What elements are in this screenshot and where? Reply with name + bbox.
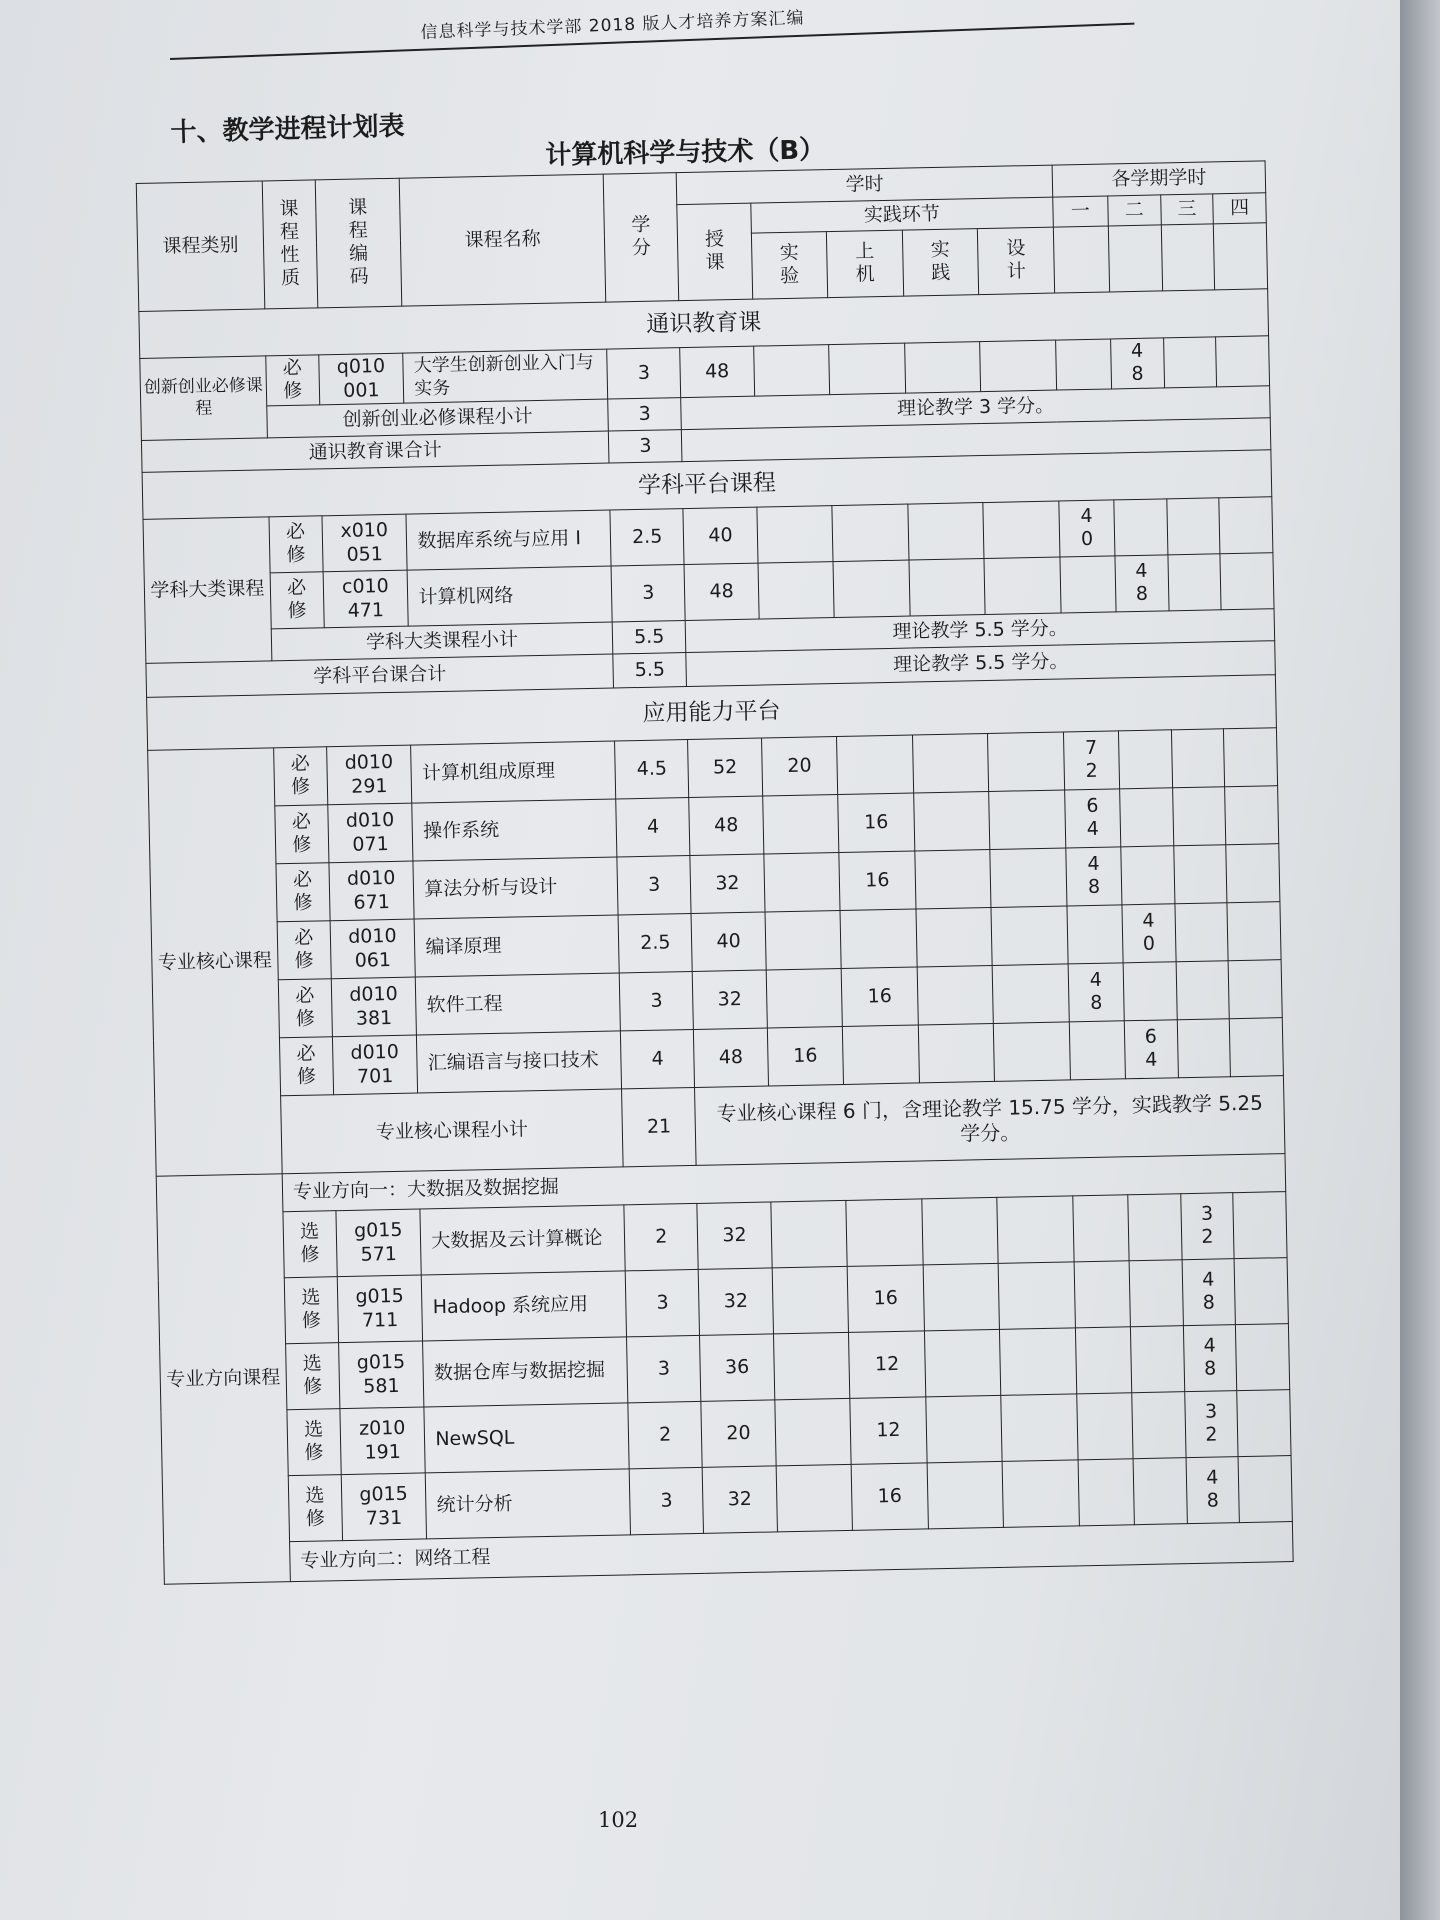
code-cell: g015 731 <box>341 1473 427 1541</box>
course-name: 数据库系统与应用 I <box>406 510 611 570</box>
lecture-cell: 32 <box>693 970 767 1029</box>
section-title-application: 应用能力平台 <box>147 675 1277 751</box>
code-cell: z010 191 <box>339 1407 425 1475</box>
subtotal-note: 理论教学 5.5 学分。 <box>686 609 1275 653</box>
credit-cell: 3 <box>607 348 681 399</box>
header-practice: 实践环节 <box>750 197 1053 233</box>
plan-sheet <box>135 122 1304 1585</box>
sem1-cell: 40 <box>1059 500 1115 557</box>
header-practical: 实践 <box>902 229 979 297</box>
subtotal-credit: 3 <box>608 398 682 431</box>
computer-cell: 16 <box>851 1463 928 1531</box>
experiment-cell <box>762 795 839 855</box>
group-label: 专业核心课程 <box>148 748 282 1176</box>
total-label: 通识教育课合计 <box>141 431 609 472</box>
code-cell: g015 571 <box>336 1209 422 1277</box>
table-title: 计算机科学与技术（B） <box>545 135 826 171</box>
header-sem1: 一 <box>1053 196 1109 227</box>
course-name: 操作系统 <box>412 799 617 861</box>
subtotal-credit: 5.5 <box>612 621 686 654</box>
group-label: 专业方向课程 <box>156 1174 290 1584</box>
header-computer: 上机 <box>827 230 904 298</box>
header-experiment: 实验 <box>751 232 828 300</box>
sem2-cell: 40 <box>1122 904 1176 963</box>
sem3-cell: 48 <box>1186 1457 1240 1524</box>
running-head: 信息科学与技术学部 2018 版人才培养方案汇编 <box>420 8 805 43</box>
subtotal-note: 专业核心课程 6 门，含理论教学 15.75 学分，实践教学 5.25 学分。 <box>695 1076 1285 1166</box>
header-code: 课程编码 <box>315 178 402 308</box>
lecture-cell: 48 <box>694 1028 768 1087</box>
sem3-cell: 32 <box>1184 1391 1238 1458</box>
credit-cell: 3 <box>611 565 685 622</box>
header-semester-hours: 各学期学时 <box>1052 161 1266 197</box>
code-cell: d010 061 <box>330 919 416 979</box>
experiment-cell: 16 <box>767 1026 844 1086</box>
header-nature: 课程性质 <box>262 180 317 309</box>
code-cell: d010 291 <box>326 745 412 805</box>
subtotal-note: 理论教学 3 学分。 <box>681 386 1270 430</box>
sem3-cell: 48 <box>1183 1325 1237 1392</box>
nature-cell: 必修 <box>266 355 320 406</box>
credit-cell: 4 <box>616 798 690 857</box>
lecture-cell: 36 <box>700 1334 775 1401</box>
total-credit: 5.5 <box>613 653 687 688</box>
sem2-cell <box>1123 962 1177 1021</box>
subtotal-label: 创新创业必修课程小计 <box>267 399 609 438</box>
subtotal-label: 专业核心课程小计 <box>281 1089 624 1174</box>
course-name: 数据仓库与数据挖掘 <box>423 1337 628 1407</box>
course-name: Hadoop 系统应用 <box>422 1271 627 1341</box>
sem1-cell: 48 <box>1066 847 1122 906</box>
header-name: 课程名称 <box>400 174 606 306</box>
computer-cell: 12 <box>850 1397 927 1465</box>
sem1-cell: 48 <box>1068 963 1124 1022</box>
teaching-plan-table <box>136 160 1294 1584</box>
course-name: 计算机网络 <box>407 566 612 626</box>
sem1-cell <box>1067 905 1123 964</box>
lecture-cell: 40 <box>683 507 757 564</box>
sem2-cell: 64 <box>1124 1020 1178 1079</box>
credit-cell: 3 <box>619 971 693 1030</box>
code-cell: d010 381 <box>331 977 417 1037</box>
table-row: 选修 g015 581 数据仓库与数据挖掘 3 36 12 48 <box>160 1324 1290 1413</box>
section-title-discipline: 学科平台课程 <box>142 450 1272 520</box>
credit-cell: 3 <box>627 1335 702 1402</box>
header-category: 课程类别 <box>136 181 264 312</box>
code-cell: g015 581 <box>338 1341 424 1409</box>
sem1-cell <box>1069 1021 1125 1080</box>
header-credit: 学分 <box>603 173 679 302</box>
header-sem4: 四 <box>1213 193 1266 224</box>
credit-cell: 3 <box>617 855 691 914</box>
computer-cell: 16 <box>847 1265 924 1333</box>
course-name: 大数据及云计算概论 <box>420 1205 625 1275</box>
table-row: 必修 d010 701 汇编语言与接口技术 4 48 16 64 <box>153 1018 1283 1099</box>
experiment-cell <box>763 853 840 913</box>
lecture-cell: 20 <box>701 1400 776 1467</box>
total-credit: 3 <box>608 430 682 463</box>
credit-cell: 3 <box>629 1467 704 1534</box>
sem1-cell: 64 <box>1065 789 1121 848</box>
computer-cell: 16 <box>839 851 916 911</box>
direction-1-title: 专业方向一：大数据及数据挖掘 <box>282 1154 1286 1212</box>
header-design: 设计 <box>978 227 1055 295</box>
page-number: 102 <box>598 1808 639 1832</box>
credit-cell: 2.5 <box>618 913 692 972</box>
sem2-cell: 48 <box>1110 338 1164 389</box>
lecture-cell: 48 <box>684 563 758 620</box>
computer-cell <box>840 909 917 969</box>
table-row: 必修 d010 381 软件工程 3 32 16 48 <box>152 960 1282 1041</box>
course-name: 统计分析 <box>426 1469 631 1539</box>
experiment-cell <box>766 968 843 1028</box>
header-sem2: 二 <box>1108 195 1161 226</box>
computer-cell: 12 <box>849 1331 926 1399</box>
table-row: 选修 g015 571 大数据及云计算概论 2 32 32 <box>157 1192 1287 1281</box>
code-cell: g015 711 <box>337 1275 423 1343</box>
code-cell: d010 671 <box>329 861 415 921</box>
lecture-cell: 48 <box>689 796 763 855</box>
group-label: 学科大类课程 <box>143 517 272 663</box>
computer-cell <box>843 1025 920 1085</box>
total-label: 学科平台课合计 <box>146 654 614 697</box>
code-cell: q010 001 <box>318 353 404 405</box>
table-row: 选修 g015 731 统计分析 3 32 16 48 <box>162 1456 1292 1545</box>
computer-cell: 16 <box>838 793 915 853</box>
course-name: 软件工程 <box>416 973 621 1035</box>
course-name: 汇编语言与接口技术 <box>417 1031 622 1093</box>
table-row: 必修 d010 061 编译原理 2.5 40 40 <box>151 902 1281 983</box>
group-label: 创新创业必修课程 <box>140 356 268 441</box>
table-row: 选修 g015 711 Hadoop 系统应用 3 32 16 48 <box>158 1258 1288 1347</box>
course-name: 算法分析与设计 <box>413 857 618 919</box>
code-cell: x010 051 <box>322 514 408 572</box>
header-lecture: 授课 <box>677 203 752 300</box>
sem2-cell: 48 <box>1115 555 1169 612</box>
table-row: 必修 d010 671 算法分析与设计 3 32 16 48 <box>150 844 1280 925</box>
credit-cell: 3 <box>625 1269 700 1336</box>
header-sem3: 三 <box>1160 194 1213 225</box>
lecture-cell: 32 <box>697 1202 772 1269</box>
section-title-general: 通识教育课 <box>139 289 1269 359</box>
subtotal-credit: 21 <box>622 1087 697 1166</box>
code-cell: c010 471 <box>323 570 409 628</box>
computer-cell <box>837 735 914 795</box>
table-row: 专业核心课程 必修 d010 291 计算机组成原理 4.5 52 20 72 <box>148 728 1278 809</box>
credit-cell: 2 <box>628 1401 703 1468</box>
course-name: 计算机组成原理 <box>411 741 616 803</box>
sem1-cell: 72 <box>1063 731 1119 790</box>
experiment-cell <box>765 911 842 971</box>
code-cell: d010 071 <box>327 803 413 863</box>
total-note: 理论教学 5.5 学分。 <box>686 641 1275 687</box>
lecture-cell: 32 <box>690 854 764 913</box>
table-row: 必修 c010 471 计算机网络 3 48 48 <box>144 553 1274 632</box>
course-name: 编译原理 <box>414 915 619 977</box>
sem2-cell <box>1118 730 1172 789</box>
experiment-cell: 20 <box>761 737 838 797</box>
course-name: 大学生创新创业入门与实务 <box>403 349 608 403</box>
sem2-cell <box>1121 846 1175 905</box>
sem3-cell: 48 <box>1182 1259 1236 1326</box>
page-edge-shadow <box>1400 0 1440 1920</box>
direction-2-title: 专业方向二：网络工程 <box>289 1522 1293 1582</box>
sem2-cell <box>1120 788 1174 847</box>
section-title: 十、教学进程计划表 <box>170 111 405 148</box>
code-cell: d010 701 <box>332 1035 418 1095</box>
lecture-cell: 48 <box>680 346 754 397</box>
subtotal-label: 学科大类课程小计 <box>271 622 613 661</box>
lecture-cell: 32 <box>703 1466 778 1533</box>
credit-cell: 2 <box>624 1203 699 1270</box>
lecture-cell: 40 <box>691 912 765 971</box>
sem3-cell: 32 <box>1180 1193 1234 1260</box>
table-row: 学科大类课程 必修 x010 051 数据库系统与应用 I 2.5 40 40 <box>143 497 1273 576</box>
computer-cell: 16 <box>841 967 918 1027</box>
credit-cell: 4 <box>620 1029 694 1088</box>
credit-cell: 4.5 <box>615 740 689 799</box>
table-row: 必修 d010 071 操作系统 4 48 16 64 <box>149 786 1279 867</box>
table-row: 选修 z010 191 NewSQL 2 20 12 32 <box>161 1390 1291 1479</box>
lecture-cell: 32 <box>699 1268 774 1335</box>
credit-cell: 2.5 <box>610 509 684 566</box>
course-name: NewSQL <box>424 1403 629 1473</box>
header-hours: 学时 <box>677 165 1053 205</box>
computer-cell <box>846 1199 923 1267</box>
lecture-cell: 52 <box>688 738 762 797</box>
